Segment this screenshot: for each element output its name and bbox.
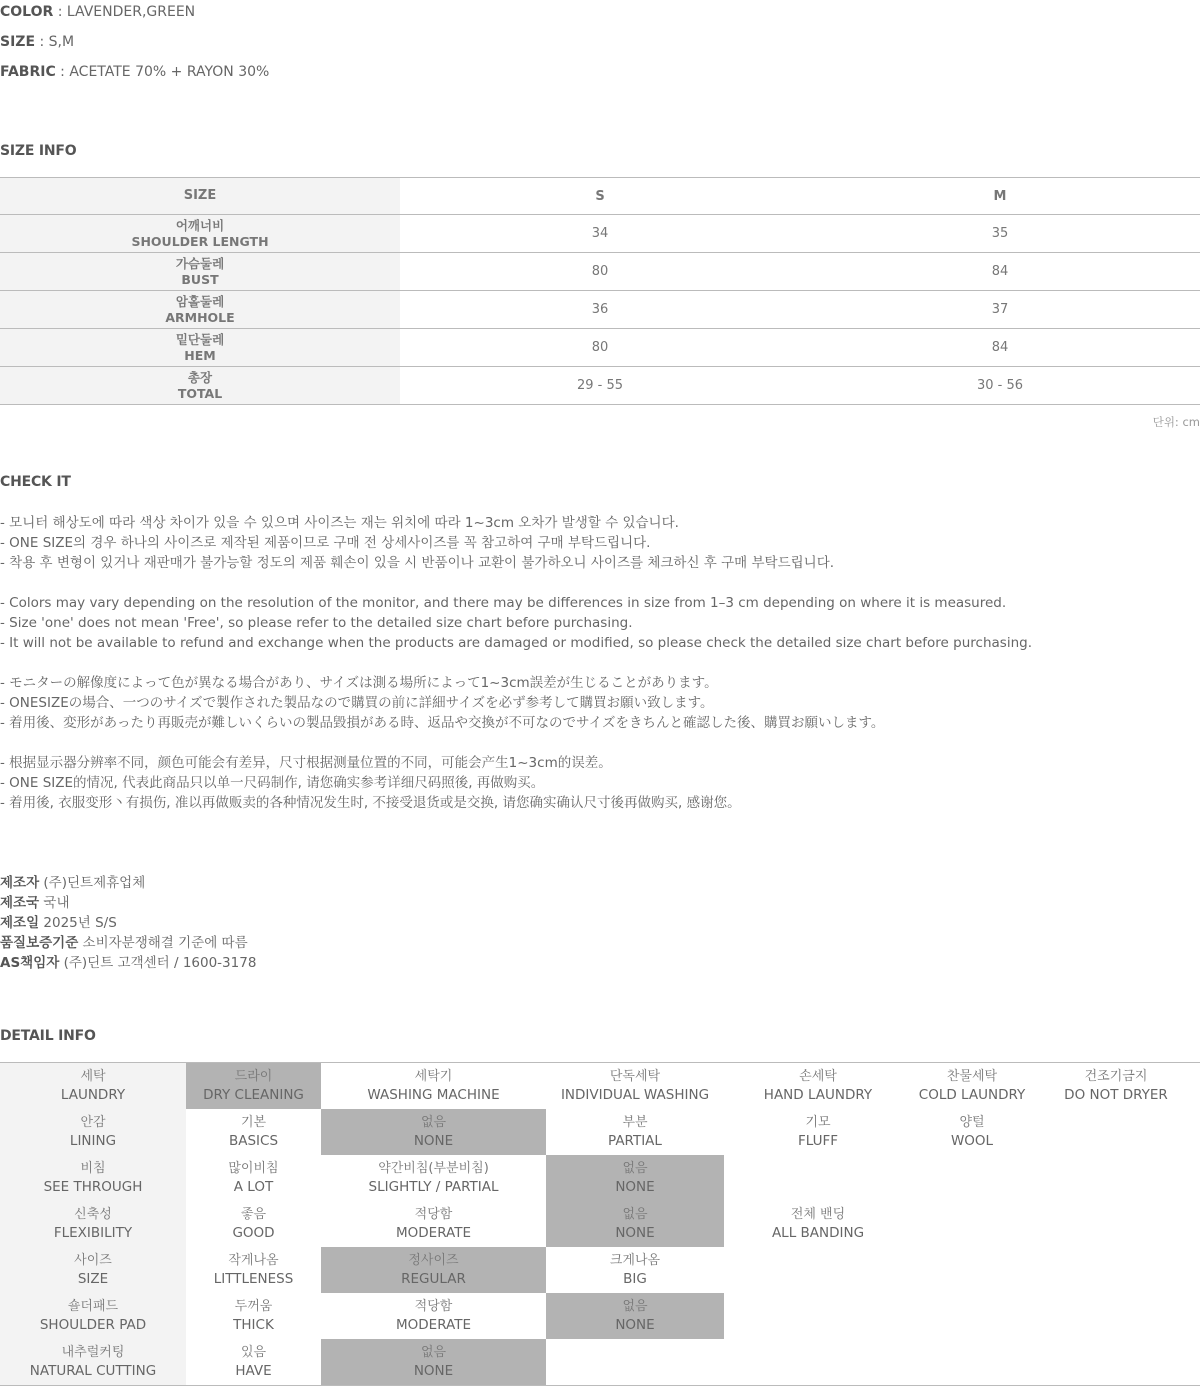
detail-option-en: BASICS xyxy=(228,1133,279,1149)
maker-line xyxy=(0,873,256,893)
detail-label-en: NATURAL CUTTING xyxy=(29,1363,157,1379)
check-ko xyxy=(0,513,834,573)
detail-option-ko: 세탁기 xyxy=(414,1069,453,1084)
detail-option-en: INDIVIDUAL WASHING xyxy=(560,1087,710,1103)
detail-option xyxy=(321,1063,546,1110)
detail-option-ko: 정사이즈 xyxy=(408,1253,459,1268)
detail-row xyxy=(0,1063,1200,1110)
check-it-title: CHECK IT xyxy=(0,474,71,490)
detail-label-en: SIZE xyxy=(77,1271,109,1287)
size-value-m: 37 xyxy=(800,291,1200,329)
check-line: - Size 'one' does not mean 'Free', so please refer to the detailed size chart before purchasing. xyxy=(0,615,633,631)
size-row-label xyxy=(0,329,400,367)
size-label-en: SHOULDER LENGTH xyxy=(131,233,269,249)
detail-option xyxy=(1032,1201,1200,1247)
size-spec xyxy=(0,34,74,50)
detail-option xyxy=(186,1109,321,1155)
size-value-s: 36 xyxy=(400,291,800,329)
detail-option-ko: 적당함 xyxy=(414,1299,453,1314)
size-label-ko: 어깨너비 xyxy=(175,217,225,233)
detail-row-label xyxy=(0,1109,186,1155)
detail-option-en: PARTIAL xyxy=(608,1133,662,1149)
size-row xyxy=(0,329,1200,367)
detail-option-en: GOOD xyxy=(232,1225,275,1241)
detail-option xyxy=(1032,1247,1200,1293)
size-header-label: SIZE xyxy=(0,178,400,215)
check-line: - 着用後, 衣服变形丶有损伤, 准以再做贩卖的各种情况发生时, 不接受退货或是交换, 请您确实确认尺寸後再做购买, 感谢您。 xyxy=(0,795,741,811)
size-value-s: 80 xyxy=(400,329,800,367)
detail-option-en: DO NOT DRYER xyxy=(1064,1087,1168,1103)
detail-option-ko: 없음 xyxy=(622,1161,648,1176)
detail-label-ko: 세탁 xyxy=(80,1069,106,1084)
detail-option-en: A LOT xyxy=(233,1179,274,1195)
size-info-title: SIZE INFO xyxy=(0,143,77,159)
size-label-en: TOTAL xyxy=(177,385,223,401)
maker-info xyxy=(0,873,256,973)
size-label-ko: 암홀둘레 xyxy=(175,293,225,309)
detail-option-en: WOOL xyxy=(950,1133,994,1149)
detail-option-ko: 부분 xyxy=(622,1115,648,1130)
detail-option-en: NONE xyxy=(413,1363,454,1379)
maker-label: 제조일 xyxy=(0,915,40,931)
maker-label: AS책임자 xyxy=(0,955,60,971)
size-table xyxy=(0,177,1200,405)
check-en xyxy=(0,593,1032,653)
detail-option xyxy=(1032,1293,1200,1339)
detail-option-en: LITTLENESS xyxy=(213,1271,294,1287)
detail-option xyxy=(186,1201,321,1247)
maker-line xyxy=(0,933,256,953)
check-line: - ONE SIZE的情况, 代表此商品只以单一尺码制作, 请您确实参考详细尺码照後, 再做购买。 xyxy=(0,775,545,791)
detail-option-ko: 건조기금지 xyxy=(1084,1069,1148,1084)
maker-line xyxy=(0,953,256,973)
detail-row xyxy=(0,1155,1200,1201)
detail-option-en: HAND LAUNDRY xyxy=(763,1087,873,1103)
detail-row-label xyxy=(0,1247,186,1293)
detail-option xyxy=(912,1293,1032,1339)
detail-option-ko: 작게나옴 xyxy=(228,1253,279,1268)
detail-option xyxy=(1032,1339,1200,1386)
size-table-header xyxy=(0,178,1200,215)
fabric-value: : ACETATE 70% + RAYON 30% xyxy=(55,64,270,80)
detail-option-ko: 전체 밴딩 xyxy=(790,1207,846,1222)
detail-option-ko: 단독세탁 xyxy=(609,1069,661,1084)
detail-option-ko: 약간비침(부분비침) xyxy=(378,1161,489,1176)
check-line: - 根据显示器分辨率不同，颜色可能会有差异，尺寸根据测量位置的不同，可能会产生1~3cm的误差。 xyxy=(0,755,612,771)
detail-option-en: SLIGHTLY / PARTIAL xyxy=(368,1179,499,1195)
detail-option xyxy=(186,1339,321,1386)
detail-option-ko: 없음 xyxy=(622,1207,648,1222)
detail-option-en: THICK xyxy=(233,1317,274,1333)
detail-option-selected xyxy=(546,1201,724,1247)
detail-option xyxy=(724,1247,912,1293)
detail-option-ko: 있음 xyxy=(240,1345,267,1360)
size-row-label xyxy=(0,215,400,253)
maker-line xyxy=(0,913,256,933)
size-label-en: HEM xyxy=(184,347,216,363)
check-line: - モニターの解像度によって色が異なる場合があり、サイズは測る場所によって1~3cm誤差が生じることがあります。 xyxy=(0,675,718,691)
maker-value: (주)딘트제휴업체 xyxy=(39,875,146,891)
detail-row-label xyxy=(0,1155,186,1201)
detail-option-en: COLD LAUNDRY xyxy=(918,1087,1026,1103)
detail-label-ko: 사이즈 xyxy=(74,1253,112,1268)
detail-row-label xyxy=(0,1063,186,1110)
unit-label: 단위: cm xyxy=(1152,415,1200,429)
maker-label: 제조자 xyxy=(0,875,40,891)
size-value-m: 84 xyxy=(800,253,1200,291)
detail-option-selected xyxy=(321,1109,546,1155)
detail-option-en: DRY CLEANING xyxy=(203,1087,304,1103)
detail-row xyxy=(0,1247,1200,1293)
size-row xyxy=(0,291,1200,329)
detail-option-selected xyxy=(321,1247,546,1293)
color-label: COLOR xyxy=(0,4,54,20)
size-row-label xyxy=(0,291,400,329)
size-value: : S,M xyxy=(35,34,75,50)
detail-option xyxy=(724,1109,912,1155)
size-label: SIZE xyxy=(0,34,36,50)
size-row xyxy=(0,253,1200,291)
detail-option-en: REGULAR xyxy=(401,1271,466,1287)
detail-info-title: DETAIL INFO xyxy=(0,1028,96,1044)
maker-value: 소비자분쟁해결 기준에 따름 xyxy=(78,935,248,951)
detail-option xyxy=(321,1201,546,1247)
size-value-s: 29 - 55 xyxy=(400,367,800,405)
size-header-s: S xyxy=(400,178,800,215)
detail-option xyxy=(186,1293,321,1339)
check-ja xyxy=(0,673,884,733)
detail-row xyxy=(0,1293,1200,1339)
detail-row-label xyxy=(0,1201,186,1247)
detail-label-ko: 숄더패드 xyxy=(67,1299,119,1314)
detail-option xyxy=(186,1247,321,1293)
size-value-m: 84 xyxy=(800,329,1200,367)
detail-option-ko: 손세탁 xyxy=(799,1069,837,1084)
detail-option-ko: 드라이 xyxy=(234,1069,273,1084)
detail-row-label xyxy=(0,1293,186,1339)
detail-option-ko: 찬물세탁 xyxy=(946,1069,998,1084)
detail-row xyxy=(0,1109,1200,1155)
detail-label-ko: 내추럴커팅 xyxy=(61,1345,125,1360)
detail-table xyxy=(0,1062,1200,1386)
detail-option xyxy=(546,1247,724,1293)
detail-option-ko: 좋음 xyxy=(240,1207,267,1222)
detail-option xyxy=(912,1063,1032,1110)
detail-option-en: MODERATE xyxy=(396,1317,471,1333)
detail-option-ko: 많이비침 xyxy=(228,1161,279,1176)
size-value-s: 34 xyxy=(400,215,800,253)
detail-option xyxy=(912,1339,1032,1386)
check-line: - It will not be available to refund and exchange when the products are damaged or modified, so please check the detailed size chart before purchasing. xyxy=(0,635,1032,651)
detail-option xyxy=(546,1063,724,1110)
size-value-s: 80 xyxy=(400,253,800,291)
detail-option xyxy=(912,1247,1032,1293)
detail-label-ko: 안감 xyxy=(80,1115,106,1130)
detail-option-ko: 적당함 xyxy=(414,1207,453,1222)
detail-option-en: FLUFF xyxy=(797,1133,839,1149)
detail-option xyxy=(724,1063,912,1110)
detail-option-selected xyxy=(186,1063,321,1110)
fabric-spec xyxy=(0,64,269,80)
detail-option xyxy=(912,1109,1032,1155)
detail-label-ko: 신축성 xyxy=(74,1207,112,1222)
maker-line xyxy=(0,893,256,913)
detail-option-en: NONE xyxy=(615,1179,655,1195)
detail-option-ko: 기모 xyxy=(805,1115,831,1130)
check-line: - Colors may vary depending on the resolution of the monitor, and there may be differences in size from 1–3 cm depending on where it is measured. xyxy=(0,595,1007,611)
detail-option xyxy=(321,1155,546,1201)
detail-option xyxy=(1032,1063,1200,1110)
detail-option xyxy=(724,1339,912,1386)
detail-row xyxy=(0,1201,1200,1247)
detail-option-ko: 없음 xyxy=(622,1299,648,1314)
fabric-label: FABRIC xyxy=(0,64,56,80)
detail-option-selected xyxy=(546,1293,724,1339)
size-header-m: M xyxy=(800,178,1200,215)
size-row-label xyxy=(0,253,400,291)
detail-option xyxy=(1032,1155,1200,1201)
detail-option xyxy=(724,1155,912,1201)
maker-value: 2025년 S/S xyxy=(39,915,117,931)
detail-row-label xyxy=(0,1339,186,1386)
check-line: - 모니터 해상도에 따라 색상 차이가 있을 수 있으며 사이즈는 재는 위치에 따라 1~3cm 오차가 발생할 수 있습니다. xyxy=(0,515,679,531)
check-zh xyxy=(0,753,741,813)
detail-option xyxy=(912,1155,1032,1201)
size-label-en: BUST xyxy=(181,271,219,287)
detail-row xyxy=(0,1339,1200,1386)
detail-label-en: LAUNDRY xyxy=(60,1087,126,1103)
size-row xyxy=(0,215,1200,253)
detail-option-ko: 없음 xyxy=(420,1115,447,1130)
detail-option-selected xyxy=(546,1155,724,1201)
detail-option-ko: 두꺼움 xyxy=(234,1299,273,1314)
size-label-ko: 가슴둘레 xyxy=(175,255,225,271)
detail-label-en: SHOULDER PAD xyxy=(39,1317,147,1333)
size-label-en: ARMHOLE xyxy=(165,309,235,325)
detail-option xyxy=(912,1201,1032,1247)
detail-option xyxy=(186,1155,321,1201)
detail-option xyxy=(546,1109,724,1155)
detail-option-ko: 없음 xyxy=(420,1345,447,1360)
detail-option xyxy=(724,1293,912,1339)
check-line: - ONESIZEの場合、一つのサイズで製作された製品なので購買の前に詳細サイズを必ず参考して購買お願い致します。 xyxy=(0,695,714,711)
check-line: - ONE SIZE의 경우 하나의 사이즈로 제작된 제품이므로 구매 전 상세사이즈를 꼭 참고하여 구매 부탁드립니다. xyxy=(0,535,651,551)
detail-option-selected xyxy=(321,1339,546,1386)
detail-option-en: WASHING MACHINE xyxy=(367,1087,500,1103)
color-value: : LAVENDER,GREEN xyxy=(53,4,196,20)
detail-option-en: MODERATE xyxy=(396,1225,471,1241)
maker-label: 품질보증기준 xyxy=(0,935,79,951)
maker-value: 국내 xyxy=(39,895,70,911)
maker-value: (주)딘트 고객센터 / 1600-3178 xyxy=(59,955,257,971)
size-label-ko: 밑단둘레 xyxy=(175,331,225,347)
detail-label-en: FLEXIBILITY xyxy=(53,1225,133,1241)
check-line: - 착용 후 변형이 있거나 재판매가 불가능할 정도의 제품 훼손이 있을 시 반품이나 교환이 불가하오니 사이즈를 체크하신 후 구매 부탁드립니다. xyxy=(0,555,835,571)
detail-option xyxy=(321,1293,546,1339)
detail-label-en: SEE THROUGH xyxy=(43,1179,143,1195)
detail-option xyxy=(546,1339,724,1386)
size-row-label xyxy=(0,367,400,405)
detail-option-en: NONE xyxy=(615,1225,655,1241)
maker-label: 제조국 xyxy=(0,895,40,911)
detail-option-en: NONE xyxy=(413,1133,454,1149)
detail-option xyxy=(724,1201,912,1247)
size-value-m: 35 xyxy=(800,215,1200,253)
detail-option-en: HAVE xyxy=(235,1363,272,1379)
detail-option-en: BIG xyxy=(623,1271,647,1287)
size-value-m: 30 - 56 xyxy=(800,367,1200,405)
size-label-ko: 총장 xyxy=(187,369,213,385)
detail-option-ko: 양털 xyxy=(959,1115,985,1130)
detail-label-ko: 비침 xyxy=(80,1161,106,1176)
detail-option-en: ALL BANDING xyxy=(771,1225,865,1241)
detail-option-ko: 크게나옴 xyxy=(609,1253,661,1268)
size-row xyxy=(0,367,1200,405)
detail-option-en: NONE xyxy=(615,1317,655,1333)
check-line: - 着用後、変形があったり再販売が難しいくらいの製品毀損がある時、返品や交換が不可なのでサイズをきちんと確認した後、購買お願いします。 xyxy=(0,715,885,731)
detail-label-en: LINING xyxy=(69,1133,117,1149)
detail-option xyxy=(1032,1109,1200,1155)
color-spec xyxy=(0,4,195,20)
detail-option-ko: 기본 xyxy=(240,1115,267,1130)
